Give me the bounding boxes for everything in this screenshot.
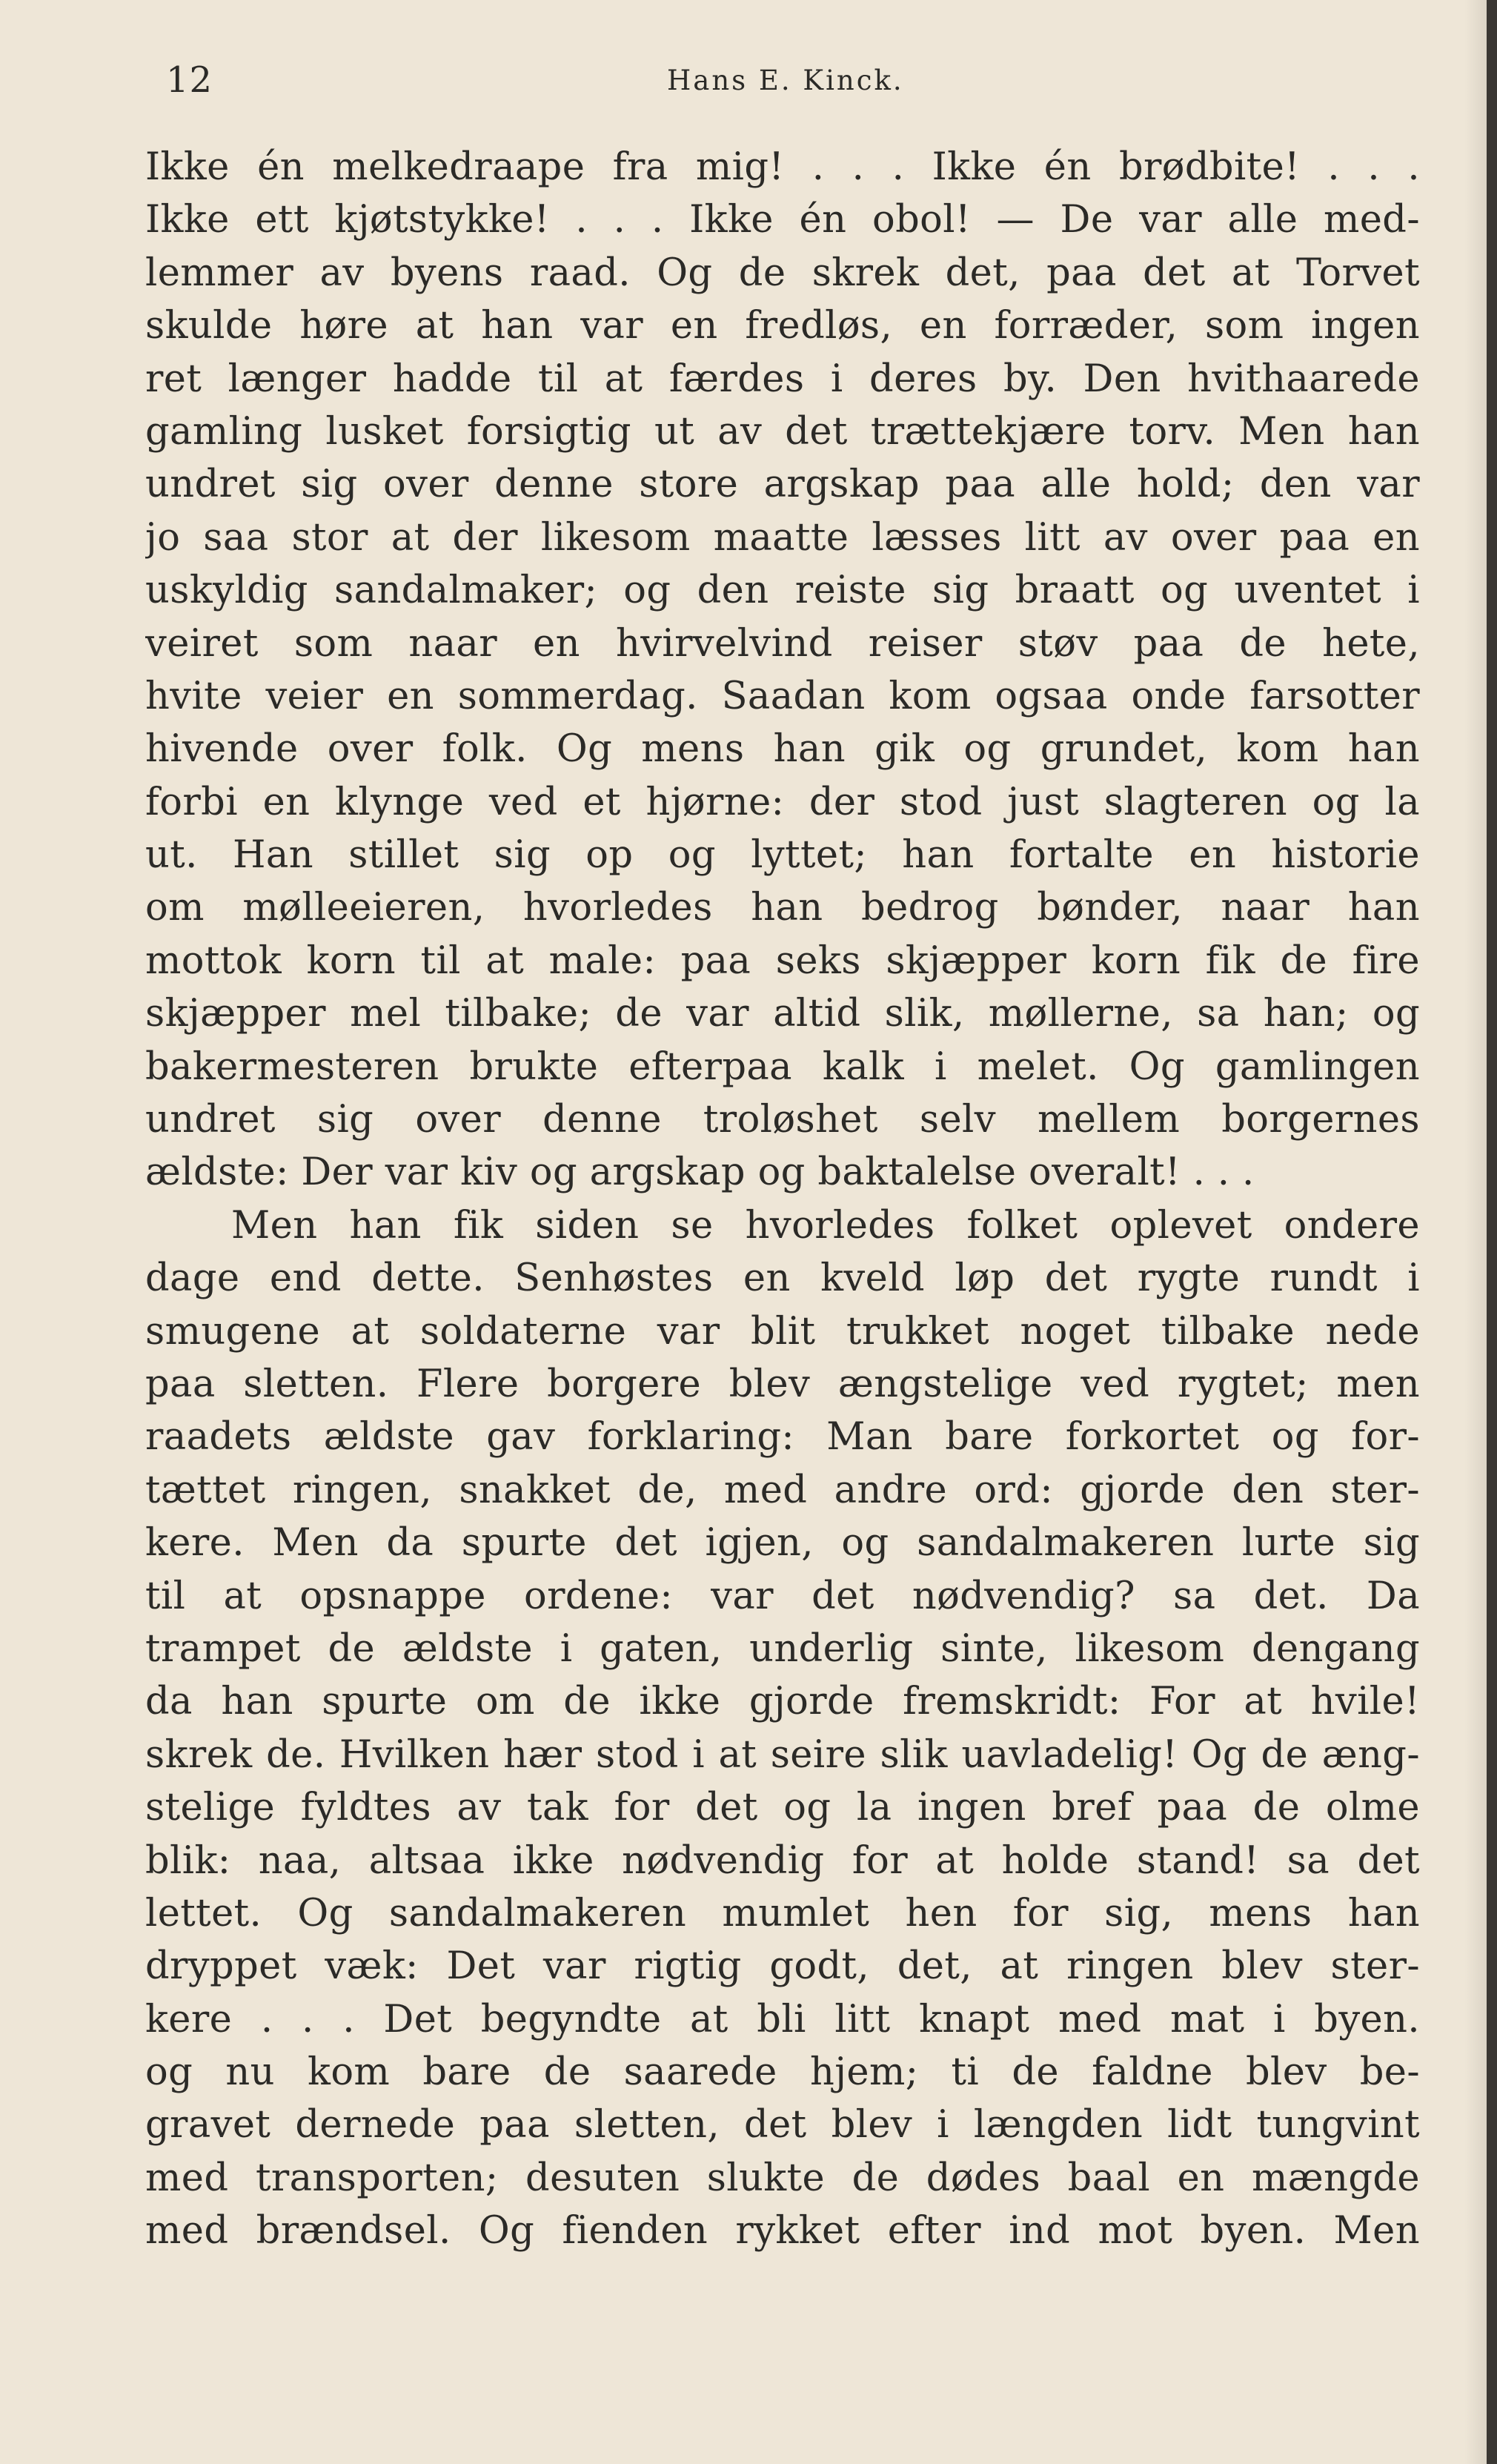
text-line: kere. Men da spurte det igjen, og sandalmakeren lurte sig — [145, 1521, 1420, 1566]
text-line: lettet. Og sandalmakeren mumlet hen for sig, mens han — [145, 1891, 1420, 1935]
text-line: smugene at soldaterne var blit trukket noget tilbake nede — [145, 1309, 1420, 1354]
body-text — [145, 141, 1420, 2258]
text-line: med brændsel. Og fienden rykket efter ind mot byen. Men — [145, 2209, 1420, 2253]
text-line: kere . . . Det begyndte at bli litt knapt med mat i byen. — [145, 1997, 1420, 2041]
text-line: dage end dette. Senhøstes en kveld løp det rygte rundt i — [145, 1256, 1420, 1301]
page-number: 12 — [166, 59, 213, 101]
text-line: forbi en klynge ved et hjørne: der stod just slagteren og la — [145, 780, 1420, 824]
text-line: mottok korn til at male: paa seks skjæpper korn fik de fire — [145, 938, 1420, 983]
text-line: til at opsnappe ordene: var det nødvendig? sa det. Da — [145, 1574, 1420, 1618]
text-line: tættet ringen, snakket de, med andre ord: gjorde den ster- — [145, 1468, 1420, 1512]
text-line: raadets ældste gav forklaring: Man bare forkortet og for- — [145, 1415, 1420, 1460]
text-line: gamling lusket forsigtig ut av det trættekjære torv. Men han — [145, 409, 1420, 454]
text-line: med transporten; desuten slukte de dødes baal en mængde — [145, 2156, 1420, 2200]
text-line: og nu kom bare de saarede hjem; ti de faldne blev be- — [145, 2050, 1420, 2095]
text-line: skjæpper mel tilbake; de var altid slik, møllerne, sa han; og — [145, 992, 1420, 1036]
page-edge-shadow — [1464, 0, 1487, 2464]
text-line: paa sletten. Flere borgere blev ængstelige ved rygtet; men — [145, 1362, 1420, 1406]
text-line: undret sig over denne store argskap paa alle hold; den var — [145, 463, 1420, 507]
text-line: skulde høre at han var en fredløs, en forræder, som ingen — [145, 304, 1420, 348]
text-line: stelige fyldtes av tak for det og la ingen bref paa de olme — [145, 1786, 1420, 1830]
text-line: ret længer hadde til at færdes i deres by. Den hvithaarede — [145, 357, 1420, 401]
text-line: da han spurte om de ikke gjorde fremskridt: For at hvile! — [145, 1680, 1420, 1724]
text-line: undret sig over denne troløshet selv mellem borgernes — [145, 1098, 1420, 1142]
text-line: hvite veier en sommerdag. Saadan kom ogsaa onde farsotter — [145, 674, 1420, 718]
text-line: jo saa stor at der likesom maatte læsses litt av over paa en — [145, 515, 1420, 560]
text-line: uskyldig sandalmaker; og den reiste sig braatt og uventet i — [145, 569, 1420, 613]
text-line: bakermesteren brukte efterpaa kalk i melet. Og gamlingen — [145, 1044, 1420, 1089]
page-edge — [1487, 0, 1497, 2464]
running-head: Hans E. Kinck. — [667, 64, 904, 96]
text-line: om mølleeieren, hvorledes han bedrog bønder, naar han — [145, 886, 1420, 930]
page-header — [156, 58, 1415, 102]
text-line: gravet dernede paa sletten, det blev i længden lidt tungvint — [145, 2103, 1420, 2147]
text-line: lemmer av byens raad. Og de skrek det, paa det at Torvet — [145, 251, 1420, 295]
text-line: Ikke ett kjøtstykke! . . . Ikke én obol! — De var alle med- — [145, 198, 1420, 242]
text-line: veiret som naar en hvirvelvind reiser støv paa de hete, — [145, 621, 1420, 666]
text-line: ældste: Der var kiv og argskap og baktalelse overalt! . . . — [145, 1150, 1255, 1195]
text-line: blik: naa, altsaa ikke nødvendig for at holde stand! sa det — [145, 1838, 1420, 1883]
text-line: Ikke én melkedraape fra mig! . . . Ikke én brødbite! . . . — [145, 145, 1420, 189]
text-line: skrek de. Hvilken hær stod i at seire slik uavladelig! Og de æng- — [145, 1732, 1420, 1777]
text-line: ut. Han stillet sig op og lyttet; han fortalte en historie — [145, 833, 1420, 878]
text-line: dryppet væk: Det var rigtig godt, det, at ringen blev ster- — [145, 1944, 1420, 1989]
text-line: hivende over folk. Og mens han gik og grundet, kom han — [145, 727, 1420, 772]
text-line: trampet de ældste i gaten, underlig sinte, likesom dengang — [145, 1626, 1420, 1671]
text-line: Men han fik siden se hvorledes folket oplevet ondere — [231, 1203, 1420, 1248]
